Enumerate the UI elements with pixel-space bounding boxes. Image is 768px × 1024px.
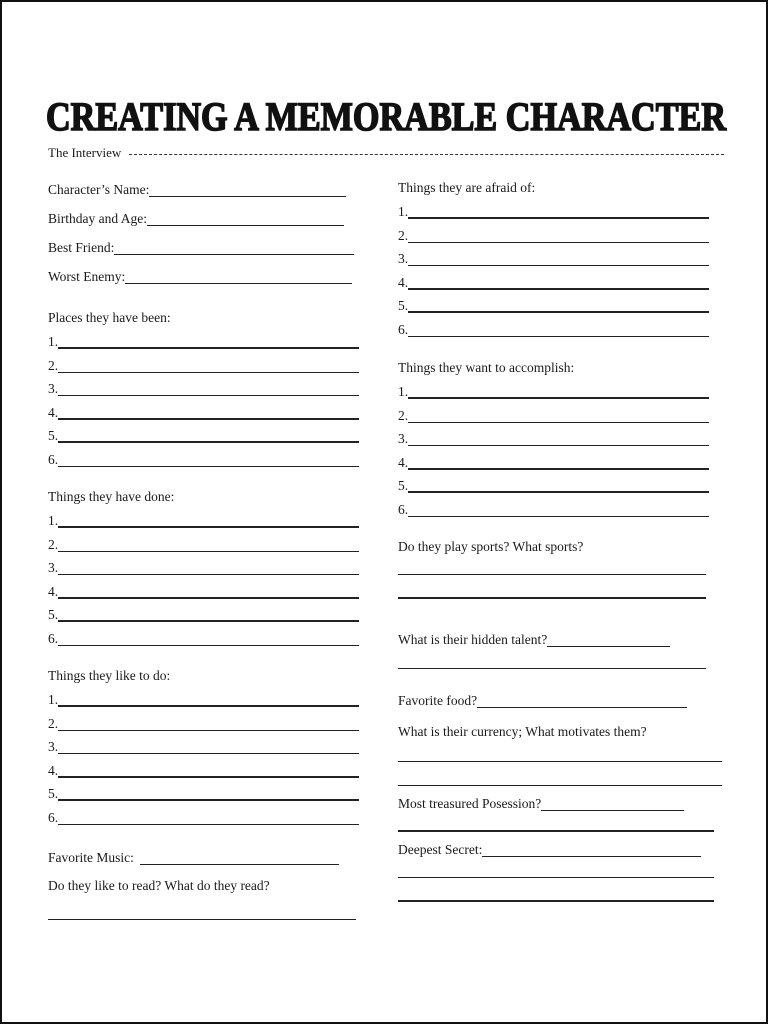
favorite-food-field — [398, 689, 687, 711]
done-item-2 — [48, 533, 359, 555]
currency-question: What is their currency; What motivates them? — [398, 724, 647, 739]
answer-blank[interactable] — [58, 823, 359, 825]
answer-blank[interactable] — [408, 264, 709, 266]
treasured-possession-label: Most treasured Posession? — [398, 796, 542, 811]
birthday-age-field — [48, 207, 344, 229]
answer-blank[interactable] — [58, 752, 359, 754]
answer-blank[interactable] — [58, 644, 359, 646]
worst-enemy-blank[interactable] — [125, 282, 352, 284]
list-number: 5. — [398, 298, 409, 313]
currency-answer-line-1[interactable] — [398, 761, 722, 762]
character-name-field — [48, 178, 346, 200]
hidden-talent-blank[interactable] — [547, 645, 670, 647]
places-item-6 — [48, 448, 359, 470]
birthday-age-blank[interactable] — [147, 224, 344, 226]
places-heading: Places they have been: — [48, 310, 171, 325]
list-number: 5. — [48, 786, 59, 801]
accomplish-item-3 — [398, 427, 709, 449]
favorite-food-blank[interactable] — [477, 706, 687, 708]
answer-blank[interactable] — [408, 241, 709, 243]
deepest-secret-label: Deepest Secret: — [398, 842, 483, 857]
deepest-secret-line-2[interactable] — [398, 877, 714, 878]
list-number: 2. — [398, 227, 409, 243]
list-number: 4. — [48, 583, 59, 599]
answer-blank[interactable] — [58, 417, 359, 420]
done-item-5 — [48, 603, 359, 625]
answer-blank[interactable] — [58, 573, 359, 575]
like-item-6 — [48, 806, 359, 828]
afraid-item-5 — [398, 294, 709, 316]
best-friend-label: Best Friend: — [48, 240, 115, 255]
list-number: 1. — [48, 692, 59, 707]
treasured-possession-line-2[interactable] — [398, 830, 714, 832]
afraid-heading: Things they are afraid of: — [398, 180, 536, 195]
places-item-3 — [48, 377, 359, 399]
list-number: 4. — [48, 404, 59, 420]
done-item-1 — [48, 509, 359, 531]
read-answer-line[interactable] — [48, 919, 356, 920]
deepest-secret-line-3[interactable] — [398, 900, 714, 902]
done-item-4 — [48, 580, 359, 602]
like-item-1 — [48, 688, 359, 710]
best-friend-field — [48, 236, 354, 258]
list-number: 6. — [48, 630, 59, 646]
answer-blank[interactable] — [58, 619, 359, 622]
list-number: 6. — [48, 451, 59, 467]
afraid-item-2 — [398, 224, 709, 246]
answer-blank[interactable] — [408, 287, 709, 290]
favorite-music-field — [48, 846, 339, 868]
answer-blank[interactable] — [58, 440, 359, 443]
answer-blank[interactable] — [58, 550, 359, 552]
list-number: 1. — [48, 513, 59, 528]
done-item-6 — [48, 627, 359, 649]
list-number: 3. — [398, 431, 409, 446]
worst-enemy-label: Worst Enemy: — [48, 269, 126, 284]
accomplish-heading: Things they want to accomplish: — [398, 360, 575, 375]
worst-enemy-field — [48, 265, 352, 287]
like-item-3 — [48, 735, 359, 757]
character-name-label: Character’s Name: — [48, 182, 150, 197]
answer-blank[interactable] — [408, 216, 709, 219]
subtitle: The Interview — [48, 145, 122, 160]
accomplish-item-6 — [398, 498, 709, 520]
list-number: 6. — [398, 501, 409, 517]
list-number: 1. — [398, 384, 409, 399]
favorite-music-label: Favorite Music: — [48, 850, 134, 865]
sports-question: Do they play sports? What sports? — [398, 539, 584, 554]
answer-blank[interactable] — [408, 310, 709, 313]
list-number: 3. — [48, 560, 59, 575]
subtitle-row — [48, 144, 724, 162]
done-item-3 — [48, 556, 359, 578]
treasured-possession-field — [398, 792, 684, 814]
list-number: 4. — [398, 454, 409, 470]
list-number: 5. — [48, 607, 59, 622]
list-number: 3. — [398, 251, 409, 266]
accomplish-item-1 — [398, 380, 709, 402]
answer-blank[interactable] — [58, 798, 359, 801]
hidden-talent-label: What is their hidden talent? — [398, 632, 548, 647]
list-number: 2. — [48, 357, 59, 373]
character-name-blank[interactable] — [149, 195, 346, 197]
afraid-item-6 — [398, 318, 709, 340]
answer-blank[interactable] — [408, 335, 709, 337]
list-number: 3. — [48, 381, 59, 396]
places-item-5 — [48, 424, 359, 446]
list-number: 2. — [48, 536, 59, 552]
answer-blank[interactable] — [58, 729, 359, 731]
places-item-4 — [48, 401, 359, 423]
hidden-talent-field — [398, 628, 670, 650]
answer-blank[interactable] — [408, 396, 709, 399]
list-number: 5. — [398, 478, 409, 493]
answer-blank[interactable] — [58, 525, 359, 528]
best-friend-blank[interactable] — [114, 253, 354, 255]
sports-answer-line-1[interactable] — [398, 574, 706, 575]
list-number: 1. — [48, 334, 59, 349]
deepest-secret-field — [398, 838, 701, 860]
list-number: 3. — [48, 739, 59, 754]
list-number: 2. — [48, 715, 59, 731]
list-number: 4. — [48, 762, 59, 778]
accomplish-item-4 — [398, 451, 709, 473]
answer-blank[interactable] — [58, 346, 359, 349]
deepest-secret-blank[interactable] — [482, 855, 701, 857]
sports-answer-line-2[interactable] — [398, 597, 706, 599]
places-item-2 — [48, 354, 359, 376]
accomplish-item-2 — [398, 404, 709, 426]
answer-blank[interactable] — [58, 394, 359, 396]
answer-blank[interactable] — [58, 465, 359, 467]
birthday-age-label: Birthday and Age: — [48, 211, 147, 226]
like-item-5 — [48, 782, 359, 804]
list-number: 6. — [398, 321, 409, 337]
treasured-possession-blank[interactable] — [541, 809, 684, 811]
list-number: 1. — [398, 204, 409, 219]
favorite-music-blank[interactable] — [140, 863, 339, 865]
page-title-text: CREATING A MEMORABLE CHARACTER — [46, 94, 727, 139]
answer-blank[interactable] — [58, 371, 359, 373]
list-number: 5. — [48, 428, 59, 443]
answer-blank[interactable] — [58, 775, 359, 778]
like-heading: Things they like to do: — [48, 668, 171, 683]
hidden-talent-line-2[interactable] — [398, 668, 706, 669]
afraid-item-4 — [398, 271, 709, 293]
answer-blank[interactable] — [408, 444, 709, 446]
dashed-divider — [129, 154, 724, 155]
answer-blank[interactable] — [408, 467, 709, 470]
answer-blank[interactable] — [58, 596, 359, 599]
accomplish-item-5 — [398, 474, 709, 496]
read-question: Do they like to read? What do they read? — [48, 878, 270, 893]
list-number: 6. — [48, 809, 59, 825]
afraid-item-1 — [398, 200, 709, 222]
like-item-2 — [48, 712, 359, 734]
answer-blank[interactable] — [408, 421, 709, 423]
page-title — [46, 86, 730, 139]
done-heading: Things they have done: — [48, 489, 175, 504]
answer-blank[interactable] — [408, 515, 709, 517]
list-number: 4. — [398, 274, 409, 290]
currency-answer-line-2[interactable] — [398, 785, 722, 786]
afraid-item-3 — [398, 247, 709, 269]
places-item-1 — [48, 330, 359, 352]
answer-blank[interactable] — [58, 704, 359, 707]
answer-blank[interactable] — [408, 490, 709, 493]
favorite-food-label: Favorite food? — [398, 693, 478, 708]
like-item-4 — [48, 759, 359, 781]
list-number: 2. — [398, 407, 409, 423]
